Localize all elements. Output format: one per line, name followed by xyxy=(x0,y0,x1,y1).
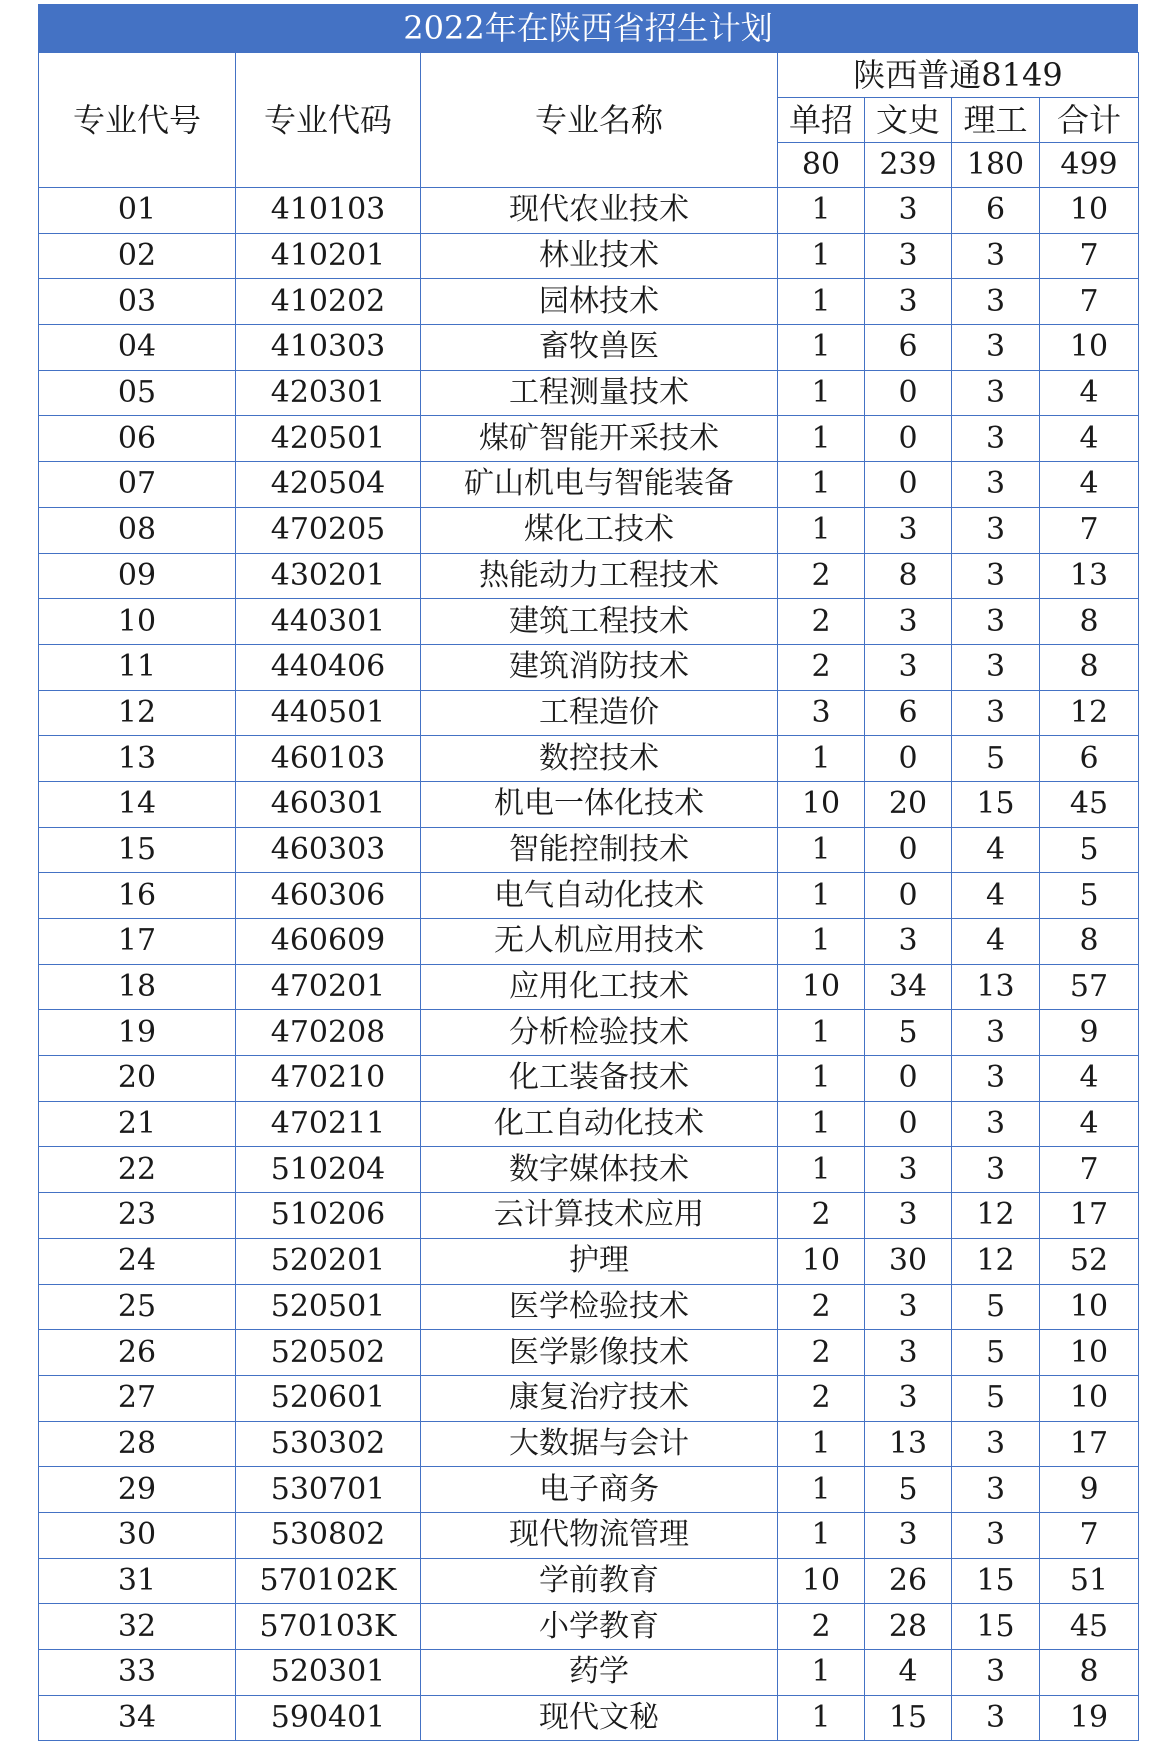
cell-total: 8 xyxy=(1040,919,1139,965)
cell-major-code: 520301 xyxy=(236,1650,421,1696)
table-row xyxy=(39,1010,1139,1056)
cell-major-code: 570102K xyxy=(236,1558,421,1604)
table-row xyxy=(39,599,1139,645)
cell-code-no: 09 xyxy=(39,553,236,599)
header-liberal-arts: 文史 xyxy=(865,98,952,143)
cell-liberal-arts: 6 xyxy=(865,325,952,371)
table-row xyxy=(39,1284,1139,1330)
cell-single-recruit: 1 xyxy=(778,1512,865,1558)
cell-code-no: 01 xyxy=(39,188,236,234)
cell-liberal-arts: 3 xyxy=(865,1193,952,1239)
cell-code-no: 08 xyxy=(39,507,236,553)
cell-single-recruit: 1 xyxy=(778,370,865,416)
cell-liberal-arts: 3 xyxy=(865,279,952,325)
cell-single-recruit: 1 xyxy=(778,1467,865,1513)
cell-major-name: 分析检验技术 xyxy=(421,1010,778,1056)
cell-major-code: 520502 xyxy=(236,1330,421,1376)
table-row xyxy=(39,1695,1139,1741)
cell-total: 7 xyxy=(1040,279,1139,325)
cell-major-code: 520601 xyxy=(236,1375,421,1421)
cell-liberal-arts: 3 xyxy=(865,599,952,645)
cell-major-code: 530302 xyxy=(236,1421,421,1467)
table-row xyxy=(39,1193,1139,1239)
table-row xyxy=(39,644,1139,690)
cell-code-no: 22 xyxy=(39,1147,236,1193)
cell-liberal-arts: 26 xyxy=(865,1558,952,1604)
cell-single-recruit: 1 xyxy=(778,1101,865,1147)
cell-single-recruit: 3 xyxy=(778,690,865,736)
header-code-no: 专业代号 xyxy=(39,53,236,188)
cell-science: 3 xyxy=(952,1010,1040,1056)
cell-major-code: 530802 xyxy=(236,1512,421,1558)
cell-major-name: 康复治疗技术 xyxy=(421,1375,778,1421)
cell-total: 10 xyxy=(1040,325,1139,371)
cell-single-recruit: 1 xyxy=(778,462,865,508)
cell-code-no: 26 xyxy=(39,1330,236,1376)
cell-single-recruit: 1 xyxy=(778,1010,865,1056)
cell-total: 9 xyxy=(1040,1010,1139,1056)
cell-liberal-arts: 3 xyxy=(865,644,952,690)
cell-total: 12 xyxy=(1040,690,1139,736)
cell-code-no: 06 xyxy=(39,416,236,462)
cell-total: 7 xyxy=(1040,1147,1139,1193)
cell-single-recruit: 1 xyxy=(778,188,865,234)
cell-major-name: 电子商务 xyxy=(421,1467,778,1513)
cell-total: 51 xyxy=(1040,1558,1139,1604)
header-single-recruit: 单招 xyxy=(778,98,865,143)
cell-total: 52 xyxy=(1040,1238,1139,1284)
cell-code-no: 31 xyxy=(39,1558,236,1604)
cell-code-no: 19 xyxy=(39,1010,236,1056)
header-major-name: 专业名称 xyxy=(421,53,778,188)
cell-liberal-arts: 13 xyxy=(865,1421,952,1467)
cell-science: 4 xyxy=(952,919,1040,965)
table-row xyxy=(39,416,1139,462)
cell-code-no: 33 xyxy=(39,1650,236,1696)
cell-code-no: 11 xyxy=(39,644,236,690)
cell-major-code: 460303 xyxy=(236,827,421,873)
table-body xyxy=(39,188,1139,1741)
cell-liberal-arts: 3 xyxy=(865,1512,952,1558)
cell-science: 3 xyxy=(952,233,1040,279)
cell-total: 4 xyxy=(1040,370,1139,416)
cell-science: 3 xyxy=(952,553,1040,599)
cell-major-code: 430201 xyxy=(236,553,421,599)
cell-code-no: 05 xyxy=(39,370,236,416)
cell-liberal-arts: 3 xyxy=(865,1284,952,1330)
cell-code-no: 29 xyxy=(39,1467,236,1513)
cell-liberal-arts: 6 xyxy=(865,690,952,736)
cell-code-no: 03 xyxy=(39,279,236,325)
cell-code-no: 14 xyxy=(39,781,236,827)
cell-science: 3 xyxy=(952,416,1040,462)
cell-major-name: 林业技术 xyxy=(421,233,778,279)
cell-major-code: 590401 xyxy=(236,1695,421,1741)
table-row xyxy=(39,325,1139,371)
table-row xyxy=(39,1604,1139,1650)
cell-total: 17 xyxy=(1040,1193,1139,1239)
plan-table xyxy=(38,52,1139,1741)
header-group: 陕西普通8149 xyxy=(778,53,1139,98)
cell-liberal-arts: 3 xyxy=(865,1375,952,1421)
cell-single-recruit: 2 xyxy=(778,599,865,645)
cell-total: 5 xyxy=(1040,827,1139,873)
table-row xyxy=(39,370,1139,416)
cell-code-no: 32 xyxy=(39,1604,236,1650)
table-row xyxy=(39,1330,1139,1376)
cell-code-no: 27 xyxy=(39,1375,236,1421)
cell-science: 3 xyxy=(952,1421,1040,1467)
cell-liberal-arts: 28 xyxy=(865,1604,952,1650)
cell-science: 3 xyxy=(952,462,1040,508)
cell-total: 45 xyxy=(1040,781,1139,827)
cell-liberal-arts: 20 xyxy=(865,781,952,827)
cell-code-no: 28 xyxy=(39,1421,236,1467)
cell-major-name: 化工自动化技术 xyxy=(421,1101,778,1147)
cell-single-recruit: 2 xyxy=(778,1604,865,1650)
cell-major-name: 煤矿智能开采技术 xyxy=(421,416,778,462)
table-row xyxy=(39,279,1139,325)
cell-code-no: 10 xyxy=(39,599,236,645)
cell-major-name: 小学教育 xyxy=(421,1604,778,1650)
header-major-code: 专业代码 xyxy=(236,53,421,188)
table-row xyxy=(39,1558,1139,1604)
cell-liberal-arts: 5 xyxy=(865,1010,952,1056)
table-row xyxy=(39,1512,1139,1558)
cell-science: 3 xyxy=(952,1695,1040,1741)
cell-major-name: 建筑工程技术 xyxy=(421,599,778,645)
cell-total: 8 xyxy=(1040,1650,1139,1696)
table-row xyxy=(39,690,1139,736)
cell-major-code: 460301 xyxy=(236,781,421,827)
cell-science: 5 xyxy=(952,1330,1040,1376)
cell-total: 13 xyxy=(1040,553,1139,599)
cell-code-no: 07 xyxy=(39,462,236,508)
cell-major-code: 440301 xyxy=(236,599,421,645)
cell-single-recruit: 1 xyxy=(778,827,865,873)
cell-single-recruit: 2 xyxy=(778,1284,865,1330)
cell-liberal-arts: 34 xyxy=(865,964,952,1010)
table-row xyxy=(39,873,1139,919)
cell-major-code: 410201 xyxy=(236,233,421,279)
cell-single-recruit: 2 xyxy=(778,1193,865,1239)
cell-single-recruit: 1 xyxy=(778,233,865,279)
cell-liberal-arts: 15 xyxy=(865,1695,952,1741)
cell-total: 7 xyxy=(1040,233,1139,279)
table-row xyxy=(39,1101,1139,1147)
cell-liberal-arts: 0 xyxy=(865,370,952,416)
cell-code-no: 24 xyxy=(39,1238,236,1284)
cell-liberal-arts: 30 xyxy=(865,1238,952,1284)
cell-major-name: 畜牧兽医 xyxy=(421,325,778,371)
cell-liberal-arts: 0 xyxy=(865,1101,952,1147)
cell-science: 3 xyxy=(952,1650,1040,1696)
cell-science: 12 xyxy=(952,1193,1040,1239)
cell-major-name: 工程造价 xyxy=(421,690,778,736)
cell-liberal-arts: 0 xyxy=(865,1056,952,1102)
cell-total: 8 xyxy=(1040,644,1139,690)
total-all: 499 xyxy=(1040,143,1139,188)
table-row xyxy=(39,553,1139,599)
cell-science: 3 xyxy=(952,1467,1040,1513)
cell-liberal-arts: 3 xyxy=(865,233,952,279)
cell-liberal-arts: 8 xyxy=(865,553,952,599)
cell-code-no: 17 xyxy=(39,919,236,965)
cell-science: 13 xyxy=(952,964,1040,1010)
cell-major-code: 520201 xyxy=(236,1238,421,1284)
table-title: 2022年在陕西省招生计划 xyxy=(38,4,1138,52)
cell-liberal-arts: 3 xyxy=(865,188,952,234)
cell-major-code: 440501 xyxy=(236,690,421,736)
total-science: 180 xyxy=(952,143,1040,188)
table-row xyxy=(39,1056,1139,1102)
table-row xyxy=(39,781,1139,827)
cell-major-name: 工程测量技术 xyxy=(421,370,778,416)
cell-single-recruit: 1 xyxy=(778,1147,865,1193)
cell-major-code: 460103 xyxy=(236,736,421,782)
cell-code-no: 18 xyxy=(39,964,236,1010)
cell-major-code: 470210 xyxy=(236,1056,421,1102)
cell-liberal-arts: 0 xyxy=(865,462,952,508)
cell-code-no: 20 xyxy=(39,1056,236,1102)
cell-total: 4 xyxy=(1040,462,1139,508)
cell-science: 15 xyxy=(952,1558,1040,1604)
cell-major-code: 440406 xyxy=(236,644,421,690)
header-science: 理工 xyxy=(952,98,1040,143)
cell-single-recruit: 10 xyxy=(778,781,865,827)
cell-code-no: 02 xyxy=(39,233,236,279)
table-row xyxy=(39,1650,1139,1696)
cell-total: 57 xyxy=(1040,964,1139,1010)
cell-single-recruit: 2 xyxy=(778,1375,865,1421)
cell-major-name: 热能动力工程技术 xyxy=(421,553,778,599)
cell-science: 5 xyxy=(952,736,1040,782)
cell-single-recruit: 10 xyxy=(778,1238,865,1284)
cell-total: 9 xyxy=(1040,1467,1139,1513)
cell-single-recruit: 1 xyxy=(778,1056,865,1102)
table-row xyxy=(39,1375,1139,1421)
cell-liberal-arts: 0 xyxy=(865,873,952,919)
cell-liberal-arts: 4 xyxy=(865,1650,952,1696)
cell-science: 3 xyxy=(952,690,1040,736)
cell-major-name: 电气自动化技术 xyxy=(421,873,778,919)
cell-science: 3 xyxy=(952,599,1040,645)
cell-total: 5 xyxy=(1040,873,1139,919)
table-row xyxy=(39,188,1139,234)
cell-code-no: 16 xyxy=(39,873,236,919)
cell-science: 15 xyxy=(952,781,1040,827)
cell-major-name: 化工装备技术 xyxy=(421,1056,778,1102)
table-row xyxy=(39,827,1139,873)
table-row xyxy=(39,233,1139,279)
cell-total: 4 xyxy=(1040,1101,1139,1147)
cell-science: 3 xyxy=(952,644,1040,690)
cell-single-recruit: 10 xyxy=(778,964,865,1010)
cell-major-code: 420501 xyxy=(236,416,421,462)
cell-science: 4 xyxy=(952,873,1040,919)
cell-science: 3 xyxy=(952,1512,1040,1558)
cell-major-name: 现代农业技术 xyxy=(421,188,778,234)
cell-science: 5 xyxy=(952,1284,1040,1330)
cell-single-recruit: 1 xyxy=(778,279,865,325)
enrollment-plan xyxy=(38,4,1138,1741)
cell-science: 3 xyxy=(952,1056,1040,1102)
cell-major-code: 460306 xyxy=(236,873,421,919)
cell-code-no: 04 xyxy=(39,325,236,371)
cell-major-code: 470208 xyxy=(236,1010,421,1056)
cell-major-code: 520501 xyxy=(236,1284,421,1330)
cell-major-name: 建筑消防技术 xyxy=(421,644,778,690)
cell-major-code: 470211 xyxy=(236,1101,421,1147)
table-row xyxy=(39,1421,1139,1467)
cell-science: 6 xyxy=(952,188,1040,234)
cell-major-name: 煤化工技术 xyxy=(421,507,778,553)
cell-liberal-arts: 3 xyxy=(865,919,952,965)
table-row xyxy=(39,964,1139,1010)
cell-code-no: 34 xyxy=(39,1695,236,1741)
table-row xyxy=(39,507,1139,553)
cell-major-code: 470201 xyxy=(236,964,421,1010)
cell-major-code: 460609 xyxy=(236,919,421,965)
cell-major-name: 矿山机电与智能装备 xyxy=(421,462,778,508)
cell-total: 8 xyxy=(1040,599,1139,645)
cell-major-name: 医学检验技术 xyxy=(421,1284,778,1330)
cell-liberal-arts: 0 xyxy=(865,416,952,462)
cell-code-no: 13 xyxy=(39,736,236,782)
cell-major-code: 410103 xyxy=(236,188,421,234)
cell-single-recruit: 1 xyxy=(778,1421,865,1467)
cell-science: 3 xyxy=(952,1147,1040,1193)
table-row xyxy=(39,736,1139,782)
cell-single-recruit: 2 xyxy=(778,1330,865,1376)
cell-major-name: 护理 xyxy=(421,1238,778,1284)
header-total: 合计 xyxy=(1040,98,1139,143)
cell-liberal-arts: 5 xyxy=(865,1467,952,1513)
total-liberal-arts: 239 xyxy=(865,143,952,188)
cell-total: 4 xyxy=(1040,416,1139,462)
cell-major-code: 420301 xyxy=(236,370,421,416)
cell-major-name: 现代物流管理 xyxy=(421,1512,778,1558)
cell-code-no: 15 xyxy=(39,827,236,873)
cell-liberal-arts: 0 xyxy=(865,736,952,782)
cell-liberal-arts: 3 xyxy=(865,1147,952,1193)
cell-code-no: 21 xyxy=(39,1101,236,1147)
cell-single-recruit: 1 xyxy=(778,507,865,553)
cell-code-no: 30 xyxy=(39,1512,236,1558)
cell-major-code: 530701 xyxy=(236,1467,421,1513)
table-row xyxy=(39,1467,1139,1513)
cell-single-recruit: 1 xyxy=(778,1695,865,1741)
table-row xyxy=(39,1147,1139,1193)
cell-major-name: 大数据与会计 xyxy=(421,1421,778,1467)
total-single-recruit: 80 xyxy=(778,143,865,188)
cell-single-recruit: 1 xyxy=(778,416,865,462)
cell-major-name: 应用化工技术 xyxy=(421,964,778,1010)
cell-code-no: 12 xyxy=(39,690,236,736)
cell-total: 7 xyxy=(1040,1512,1139,1558)
cell-major-name: 学前教育 xyxy=(421,1558,778,1604)
cell-single-recruit: 1 xyxy=(778,1650,865,1696)
cell-total: 10 xyxy=(1040,1375,1139,1421)
cell-single-recruit: 1 xyxy=(778,873,865,919)
cell-major-name: 机电一体化技术 xyxy=(421,781,778,827)
table-row xyxy=(39,919,1139,965)
cell-science: 4 xyxy=(952,827,1040,873)
cell-total: 17 xyxy=(1040,1421,1139,1467)
cell-total: 4 xyxy=(1040,1056,1139,1102)
cell-single-recruit: 2 xyxy=(778,553,865,599)
cell-science: 3 xyxy=(952,1101,1040,1147)
cell-single-recruit: 1 xyxy=(778,736,865,782)
cell-major-name: 数字媒体技术 xyxy=(421,1147,778,1193)
cell-total: 10 xyxy=(1040,1330,1139,1376)
cell-liberal-arts: 0 xyxy=(865,827,952,873)
cell-single-recruit: 1 xyxy=(778,325,865,371)
cell-science: 3 xyxy=(952,370,1040,416)
cell-total: 19 xyxy=(1040,1695,1139,1741)
cell-single-recruit: 1 xyxy=(778,919,865,965)
table-row xyxy=(39,462,1139,508)
cell-liberal-arts: 3 xyxy=(865,507,952,553)
table-header xyxy=(39,53,1139,188)
cell-major-name: 无人机应用技术 xyxy=(421,919,778,965)
cell-code-no: 25 xyxy=(39,1284,236,1330)
cell-major-code: 410202 xyxy=(236,279,421,325)
cell-total: 10 xyxy=(1040,188,1139,234)
table-row xyxy=(39,1238,1139,1284)
cell-science: 3 xyxy=(952,507,1040,553)
cell-code-no: 23 xyxy=(39,1193,236,1239)
cell-major-code: 570103K xyxy=(236,1604,421,1650)
cell-single-recruit: 2 xyxy=(778,644,865,690)
cell-major-code: 510204 xyxy=(236,1147,421,1193)
cell-major-name: 医学影像技术 xyxy=(421,1330,778,1376)
cell-major-code: 510206 xyxy=(236,1193,421,1239)
cell-major-name: 数控技术 xyxy=(421,736,778,782)
cell-major-code: 410303 xyxy=(236,325,421,371)
cell-single-recruit: 10 xyxy=(778,1558,865,1604)
cell-total: 7 xyxy=(1040,507,1139,553)
cell-major-name: 智能控制技术 xyxy=(421,827,778,873)
cell-total: 10 xyxy=(1040,1284,1139,1330)
cell-major-name: 云计算技术应用 xyxy=(421,1193,778,1239)
cell-major-name: 现代文秘 xyxy=(421,1695,778,1741)
cell-science: 12 xyxy=(952,1238,1040,1284)
cell-liberal-arts: 3 xyxy=(865,1330,952,1376)
cell-science: 5 xyxy=(952,1375,1040,1421)
cell-science: 3 xyxy=(952,325,1040,371)
cell-major-name: 园林技术 xyxy=(421,279,778,325)
cell-major-code: 470205 xyxy=(236,507,421,553)
cell-major-name: 药学 xyxy=(421,1650,778,1696)
cell-total: 45 xyxy=(1040,1604,1139,1650)
cell-major-code: 420504 xyxy=(236,462,421,508)
cell-science: 3 xyxy=(952,279,1040,325)
cell-total: 6 xyxy=(1040,736,1139,782)
cell-science: 15 xyxy=(952,1604,1040,1650)
